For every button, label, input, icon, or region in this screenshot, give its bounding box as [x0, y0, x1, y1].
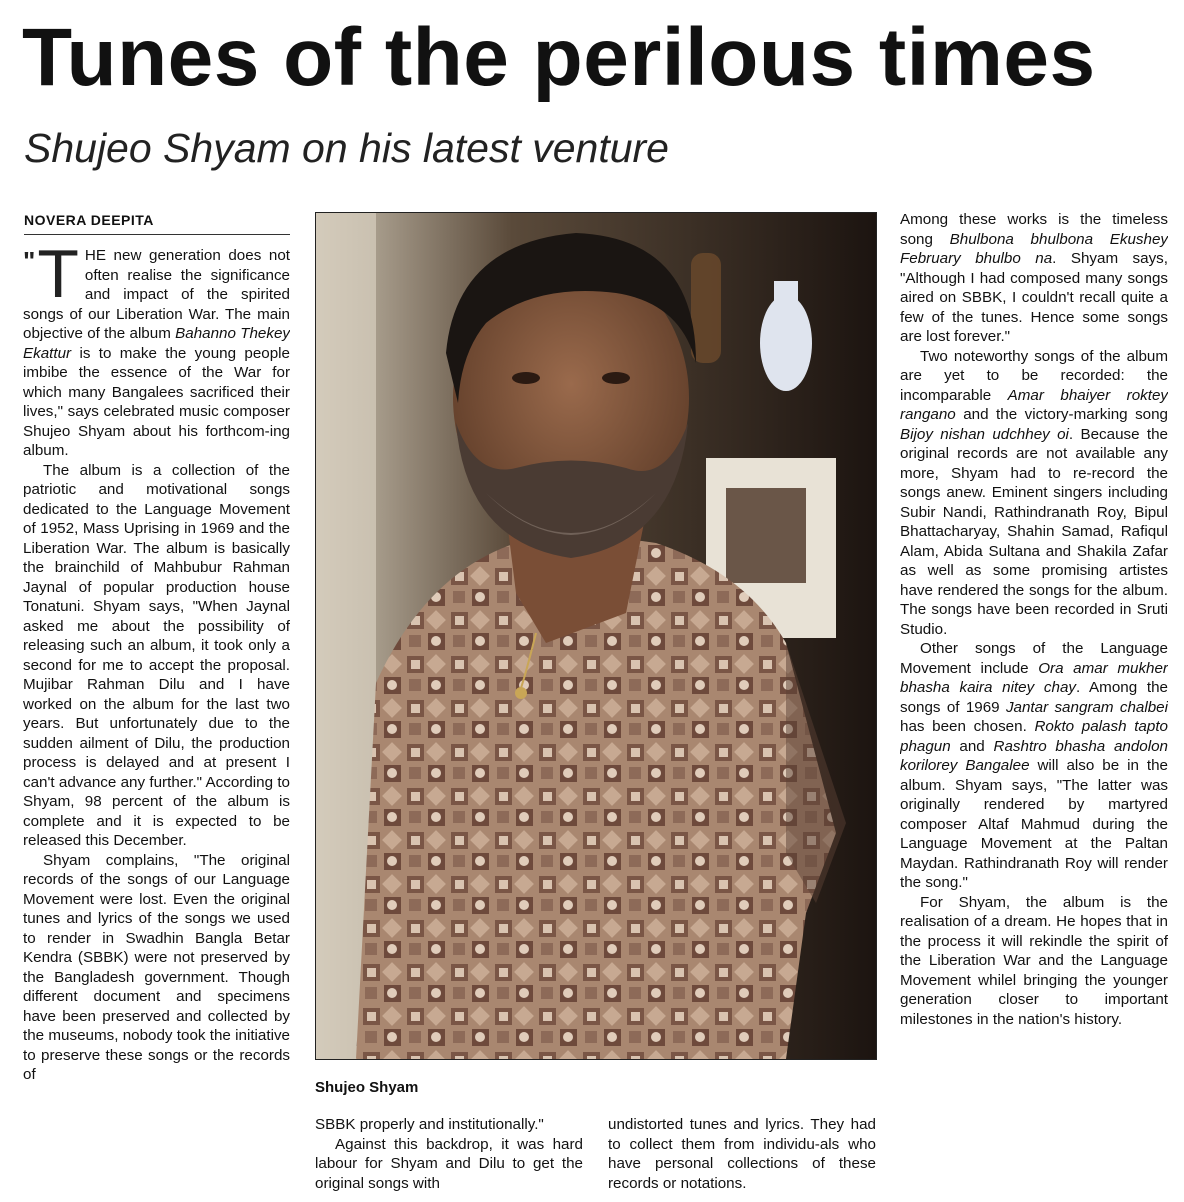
text-run: and the victory-marking song — [955, 406, 1168, 423]
text-run: . Shyam says, "Although I had composed many songs aired on SBBK, I couldn't recall quite a few of the tunes. Hence some songs are lost forever." — [900, 250, 1168, 345]
text-run: . Because the original records are not available any more, Shyam had to re-record the songs anew. Eminent singers including Subir Nandi, Rathindranath Roy, Bipul Bhattacharyay, Shahin Samad, Rafiqul Alam, Abida Sultana and Shakila Zafar as well as some promising artistes have rendered the songs for the album. The songs have been recorded in Sruti Studio. — [900, 425, 1168, 638]
headline: Tunes of the perilous times — [22, 12, 1096, 103]
paragraph-1 — [23, 246, 290, 461]
text-run: Other songs of the Language Movement include — [900, 640, 1168, 677]
article-column-4 — [900, 210, 1168, 1185]
column-4-paragraph-2 — [900, 347, 1168, 640]
song-title: Jantar sangram chalbei — [1005, 698, 1168, 716]
text-run: and — [950, 737, 994, 755]
subheadline: Shujeo Shyam on his latest venture — [24, 125, 669, 171]
song-title: Bhulbona bhulbona Ekushey February bhulbo na — [900, 230, 1168, 267]
song-title: Ora amar mukher bhasha kaira nitey chay — [900, 659, 1168, 696]
column-2-paragraph-2: Against this backdrop, it was hard labour for Shyam and Dilu to get the original songs with — [315, 1135, 583, 1192]
article-column-2 — [315, 1115, 583, 1199]
column-4-paragraph-3 — [900, 639, 1168, 893]
byline: NOVERA DEEPITA — [24, 210, 290, 235]
text-run: has been chosen. — [900, 718, 1035, 735]
paragraph-3: Shyam complains, "The original records of the songs of our Language Movement were lost. Even the original tunes and lyrics of the songs we used to render in Swadhin Bangla Betar Kendra (SBBK) were not preserved by the Bangladesh government. Though different document and specimens have been preserved and collected by the museums, nobody took the initiative to preserve these songs or the records of — [23, 851, 290, 1083]
article-column-3 — [608, 1115, 876, 1199]
song-title: Rashtro bhasha andolon korilorey Bangalee — [900, 737, 1168, 774]
song-title: Amar bhaiyer roktey rangano — [900, 386, 1168, 423]
column-4-paragraph-1 — [900, 210, 1168, 347]
paragraph-1-text-end: is to make the young people imbibe the essence of the War for which many Bangalees sacrificed their lives," says celebrated music composer Shujeo Shyam about his forthcom-ing album. — [23, 344, 290, 459]
song-title: Rokto palash tapto phagun — [900, 718, 1168, 755]
text-run: will also be in the album. Shyam says, "The latter was originally rendered by martyred composer Altaf Mahmud during the Language Movement at the Paltan Maydan. Rathindranath Roy will render the song." — [900, 757, 1168, 891]
paragraph-2: The album is a collection of the patriotic and motivational songs dedicated to the Language Movement of 1952, Mass Uprising in 1969 and the Liberation War. The album is basically the brainchild of Mahbubur Rahman Jaynal of popular production house Tonatuni. Shyam says, "When Jaynal asked me about the possibility of releasing such an album, it took only a second for me to accept the proposal. Mujibar Rahman Dilu and I have worked on the album for the last two years. But unfortunately due to the sudden ailment of Dilu, the production process is delayed and at present I can't advance any further." According to Shyam, 98 percent of the album is complete and it is expected to be released this December. — [23, 461, 290, 849]
text-run: . Among the songs of 1969 — [900, 679, 1168, 716]
column-4-paragraph-4: For Shyam, the album is the realisation of a dream. He hopes that in the process it will rekindle the spirit of the Liberation War and the Language Movement whilel bringing the younger generation closer to important milestones in the nation's history. — [900, 893, 1168, 1028]
song-title: Bijoy nishan udchhey oi — [900, 425, 1069, 443]
text-run: Two noteworthy songs of the album are yet to be recorded: the incomparable — [900, 347, 1168, 404]
photo-caption: Shujeo Shyam — [315, 1079, 419, 1096]
drop-cap: T — [37, 246, 79, 312]
portrait-photo — [315, 212, 877, 1060]
text-run: Among these works is the timeless song — [900, 211, 1168, 248]
column-2-paragraph-1: SBBK properly and institutionally." — [315, 1116, 544, 1133]
opening-quote-mark: " — [23, 246, 36, 276]
article-column-1 — [23, 246, 290, 1186]
paragraph-1-text: HE new generation does not often realise the significance and impact of the spirited songs of our Liberation War. The main objective of the album — [23, 247, 290, 342]
column-3-paragraph-1: undistorted tunes and lyrics. They had to collect them from individu-als who have personal collections of these records or notations. — [608, 1116, 876, 1192]
album-title: Bahanno Thekey Ekattur — [23, 325, 290, 362]
